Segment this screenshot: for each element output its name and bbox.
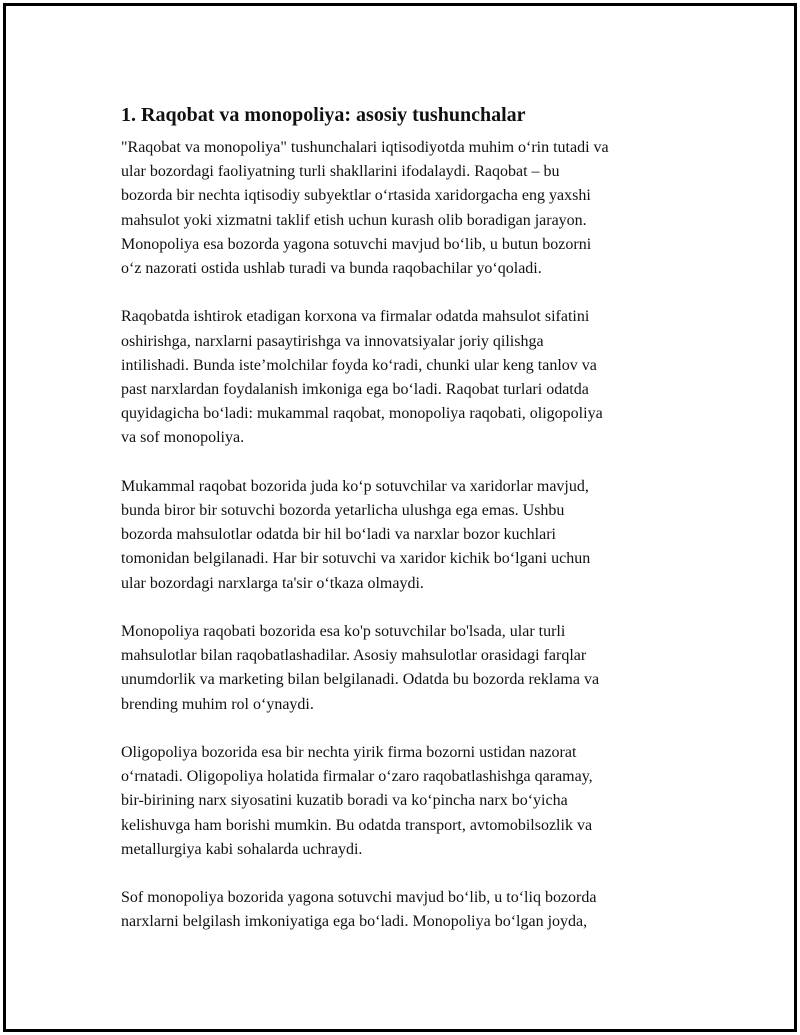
text-line: va sof monopoliya. [121,429,245,447]
page-frame [3,3,797,1032]
text-line: kelishuvga ham borishi mumkin. Bu odatda transport, avtomobilsozlik va [121,816,593,834]
text-line: bir-birining narx siyosatini kuzatib boradi va ko‘pincha narx bo‘yicha [121,792,568,810]
text-line: Raqobatda ishtirok etadigan korxona va firmalar odatda mahsulot sifatini [121,308,590,326]
text-line: oshirishga, narxlarni pasaytirishga va innovatsiyalar joriy qilishga [121,332,544,350]
text-line: unumdorlik va marketing bilan belgilanadi. Odatda bu bozorda reklama va [121,671,600,689]
text-line: mahsulotlar bilan raqobatlashadilar. Asosiy mahsulotlar orasidagi farqlar [121,647,587,665]
text-line: o‘z nazorati ostida ushlab turadi va bunda raqobachilar yo‘qoladi. [121,260,542,278]
text-line: Monopoliya raqobati bozorida esa ko'p sotuvchilar bo'lsada, ular turli [121,623,566,641]
paragraph [121,741,691,862]
text-line: quyidagicha bo‘ladi: mukammal raqobat, monopoliya raqobati, oligopoliya [121,405,603,423]
text-line: Monopoliya esa bozorda yagona sotuvchi mavjud bo‘lib, u butun bozorni [121,235,592,253]
text-line: past narxlardan foydalanish imkoniga ega bo‘ladi. Raqobat turlari odatda [121,381,589,399]
text-line: Sof monopoliya bozorida yagona sotuvchi mavjud bo‘lib, u to‘liq bozorda [121,889,597,907]
text-line: bozorda mahsulotlar odatda bir hil bo‘ladi va narxlar bozor kuchlari [121,526,556,544]
text-line: bunda biror bir sotuvchi bozorda yetarlicha ulushga ega emas. Ushbu [121,502,565,520]
text-line: ular bozordagi faoliyatning turli shakllarini ifodalaydi. Raqobat – bu [121,163,560,181]
text-line: tomonidan belgilanadi. Har bir sotuvchi va xaridor kichik bo‘lgani uchun [121,550,591,568]
document-body [121,102,691,959]
paragraph [121,136,691,281]
text-line: narxlarni belgilash imkoniyatiga ega bo‘ladi. Monopoliya bo‘lgan joyda, [121,913,588,931]
text-line: metallurgiya kabi sohalarda uchraydi. [121,840,363,858]
text-line: ular bozordagi narxlarga ta'sir o‘tkaza olmaydi. [121,574,424,592]
text-line: Oligopoliya bozorida esa bir nechta yirik firma bozorni ustidan nazorat [121,744,577,762]
text-line: bozorda bir nechta iqtisodiy subyektlar o‘rtasida xaridorgacha eng yaxshi [121,187,591,205]
paragraph-list [121,136,691,935]
paragraph [121,620,691,717]
text-line: brending muhim rol o‘ynaydi. [121,695,314,713]
paragraph [121,305,691,450]
text-line: mahsulot yoki xizmatni taklif etish uchun kurash olib boradigan jarayon. [121,211,587,229]
section-heading: 1. Raqobat va monopoliya: asosiy tushunchalar [121,104,526,126]
text-line: o‘rnatadi. Oligopoliya holatida firmalar o‘zaro raqobatlashishga qaramay, [121,768,593,786]
text-line: intilishadi. Bunda iste’molchilar foyda ko‘radi, chunki ular keng tanlov va [121,356,597,374]
paragraph [121,475,691,596]
text-line: "Raqobat va monopoliya" tushunchalari iqtisodiyotda muhim o‘rin tutadi va [121,139,609,156]
text-line: Mukammal raqobat bozorida juda ko‘p sotuvchilar va xaridorlar mavjud, [121,477,589,495]
paragraph [121,886,691,934]
